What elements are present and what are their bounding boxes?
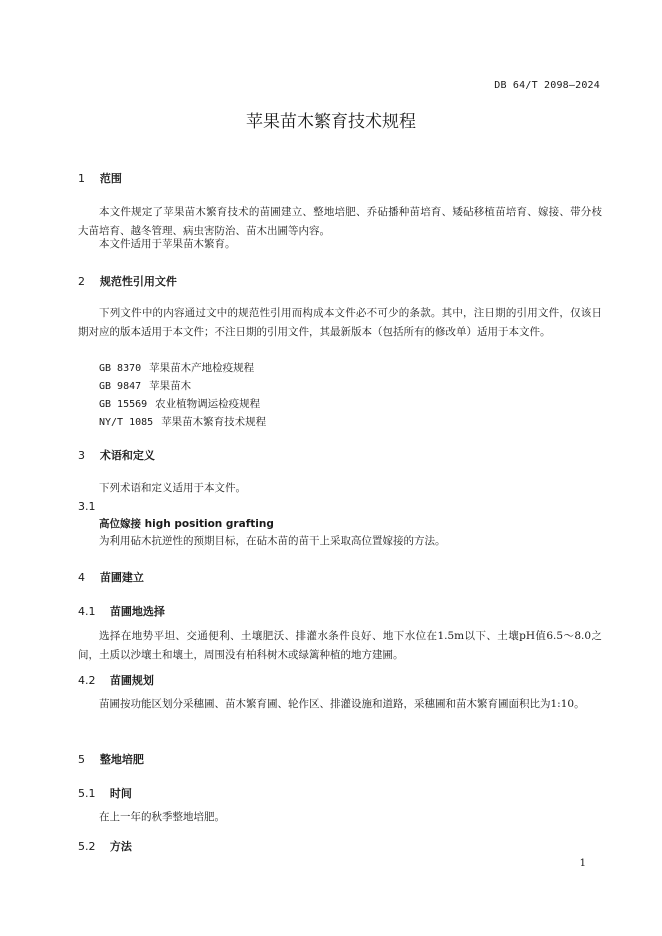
section-1-paragraph-2: 本文件适用于苹果苗木繁育。 (99, 238, 236, 250)
subsection-5-1-heading (78, 785, 132, 801)
reference-code: GB 9847 (99, 381, 142, 392)
reference-name: 苹果苗木繁育技术规程 (161, 416, 267, 428)
standard-code: DB 64/T 2098—2024 (494, 80, 600, 91)
reference-item (99, 414, 266, 429)
section-number: 5 (78, 753, 85, 766)
reference-item (99, 378, 191, 393)
subsection-4-1-paragraph: 选择在地势平坦、交通便利、土壤肥沃、排灌水条件良好、地下水位在1.5m以下、土壤pH值6.5～8.0之间，土质以沙壤土和壤土，周围没有柏科树木或绿篱种植的地方建圃。 (78, 630, 602, 661)
section-1-heading (78, 170, 122, 186)
section-3-paragraph-1: 下列术语和定义适用于本文件。 (99, 482, 246, 494)
section-5-heading (78, 751, 144, 767)
document-title: 苹果苗木繁育技术规程 (246, 112, 416, 132)
section-4-heading (78, 569, 144, 585)
subsection-number: 5.1 (78, 787, 96, 800)
section-1-paragraph-1: 本文件规定了苹果苗木繁育技术的苗圃建立、整地培肥、乔砧播种苗培育、矮砧移植苗培育、嫁接、带分枝大苗培育、越冬管理、病虫害防治、苗木出圃等内容。 (78, 206, 602, 237)
section-2-heading (78, 273, 177, 289)
page-number: 1 (579, 858, 586, 869)
section-3-heading (78, 447, 155, 463)
section-number: 3 (78, 449, 85, 462)
reference-item (99, 360, 254, 375)
subsection-title: 方法 (109, 840, 132, 853)
section-number: 4 (78, 571, 85, 584)
subsection-title: 时间 (109, 787, 132, 800)
subsection-number: 5.2 (78, 840, 96, 853)
reference-name: 农业植物调运检疫规程 (155, 398, 261, 410)
section-title: 整地培肥 (99, 753, 144, 766)
term-number: 3.1 (78, 500, 96, 513)
subsection-5-2-heading (78, 838, 132, 854)
subsection-4-2-heading (78, 672, 154, 688)
subsection-title: 苗圃地选择 (109, 605, 165, 618)
section-2-paragraph-1: 下列文件中的内容通过文中的规范性引用而构成本文件必不可少的条款。其中，注日期的引用文件，仅该日期对应的版本适用于本文件；不注日期的引用文件，其最新版本（包括所有的修改单）适用于本文件。 (78, 307, 602, 338)
subsection-5-1-paragraph: 在上一年的秋季整地培肥。 (99, 811, 225, 823)
term-name: 高位嫁接 high position grafting (99, 518, 274, 530)
section-title: 术语和定义 (99, 449, 155, 462)
subsection-4-2-paragraph: 苗圃按功能区划分采穗圃、苗木繁育圃、轮作区、排灌设施和道路，采穗圃和苗木繁育圃面积比为1:10。 (99, 698, 585, 710)
subsection-number: 4.2 (78, 674, 96, 687)
reference-name: 苹果苗木产地检疫规程 (149, 362, 255, 374)
section-title: 范围 (99, 172, 122, 185)
subsection-4-1-heading (78, 603, 165, 619)
section-number: 2 (78, 275, 85, 288)
reference-item (99, 396, 260, 411)
section-number: 1 (78, 172, 85, 185)
reference-code: GB 15569 (99, 399, 148, 410)
subsection-number: 4.1 (78, 605, 96, 618)
reference-name: 苹果苗木 (149, 380, 192, 392)
reference-code: GB 8370 (99, 363, 142, 374)
section-title: 苗圃建立 (99, 571, 144, 584)
reference-code: NY/T 1085 (99, 417, 154, 428)
subsection-title: 苗圃规划 (109, 674, 154, 687)
term-definition: 为利用砧木抗逆性的预期目标，在砧木苗的苗干上采取高位置嫁接的方法。 (99, 535, 446, 547)
section-title: 规范性引用文件 (99, 275, 177, 288)
